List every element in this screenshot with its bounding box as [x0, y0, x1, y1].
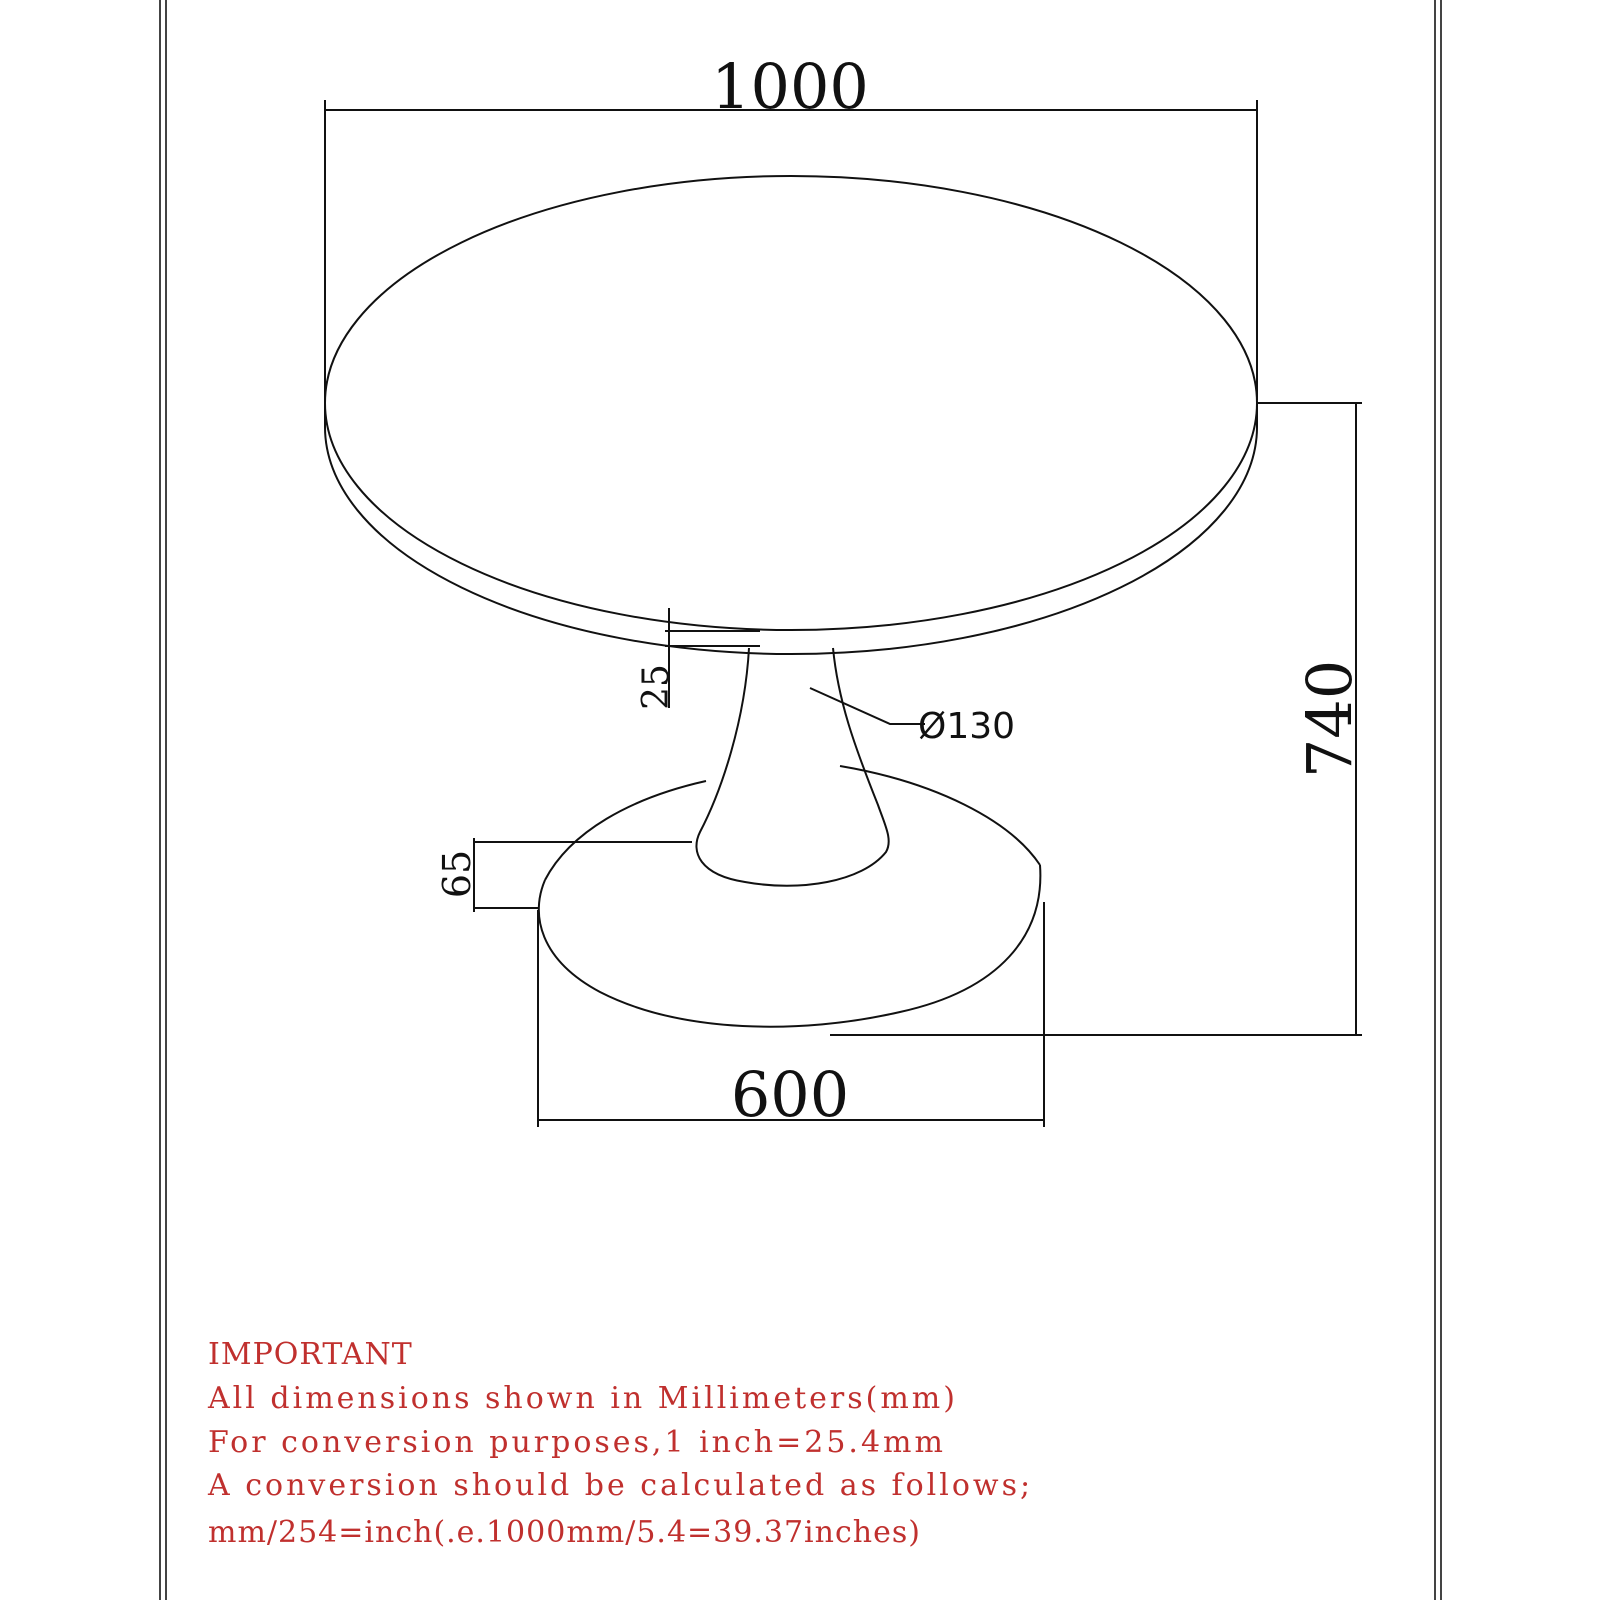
- column-diameter-leader: [810, 688, 925, 724]
- notes-title: IMPORTANT: [208, 1337, 413, 1372]
- note-line: For conversion purposes,1 inch=25.4mm: [208, 1425, 946, 1460]
- dim-base-thickness: [474, 838, 692, 912]
- pedestal-column: [696, 648, 888, 886]
- pedestal-base: [539, 766, 1041, 1027]
- column-diameter-label: Ø130: [918, 706, 1016, 747]
- dim-base-thickness-label: 65: [435, 849, 479, 899]
- dim-top-thickness-label: 25: [636, 664, 677, 710]
- note-line: A conversion should be calculated as follows;: [208, 1468, 1034, 1503]
- note-line: mm/254=inch(.e.1000mm/5.4=39.37inches): [208, 1515, 921, 1550]
- dim-top-width-label: 1000: [711, 50, 869, 123]
- dim-height: [830, 403, 1362, 1035]
- dim-height-label: 740: [1293, 659, 1366, 779]
- table-top: [325, 176, 1257, 654]
- dim-base-width-label: 600: [730, 1058, 850, 1131]
- note-line: All dimensions shown in Millimeters(mm): [208, 1381, 958, 1416]
- dim-top-width: [325, 100, 1257, 420]
